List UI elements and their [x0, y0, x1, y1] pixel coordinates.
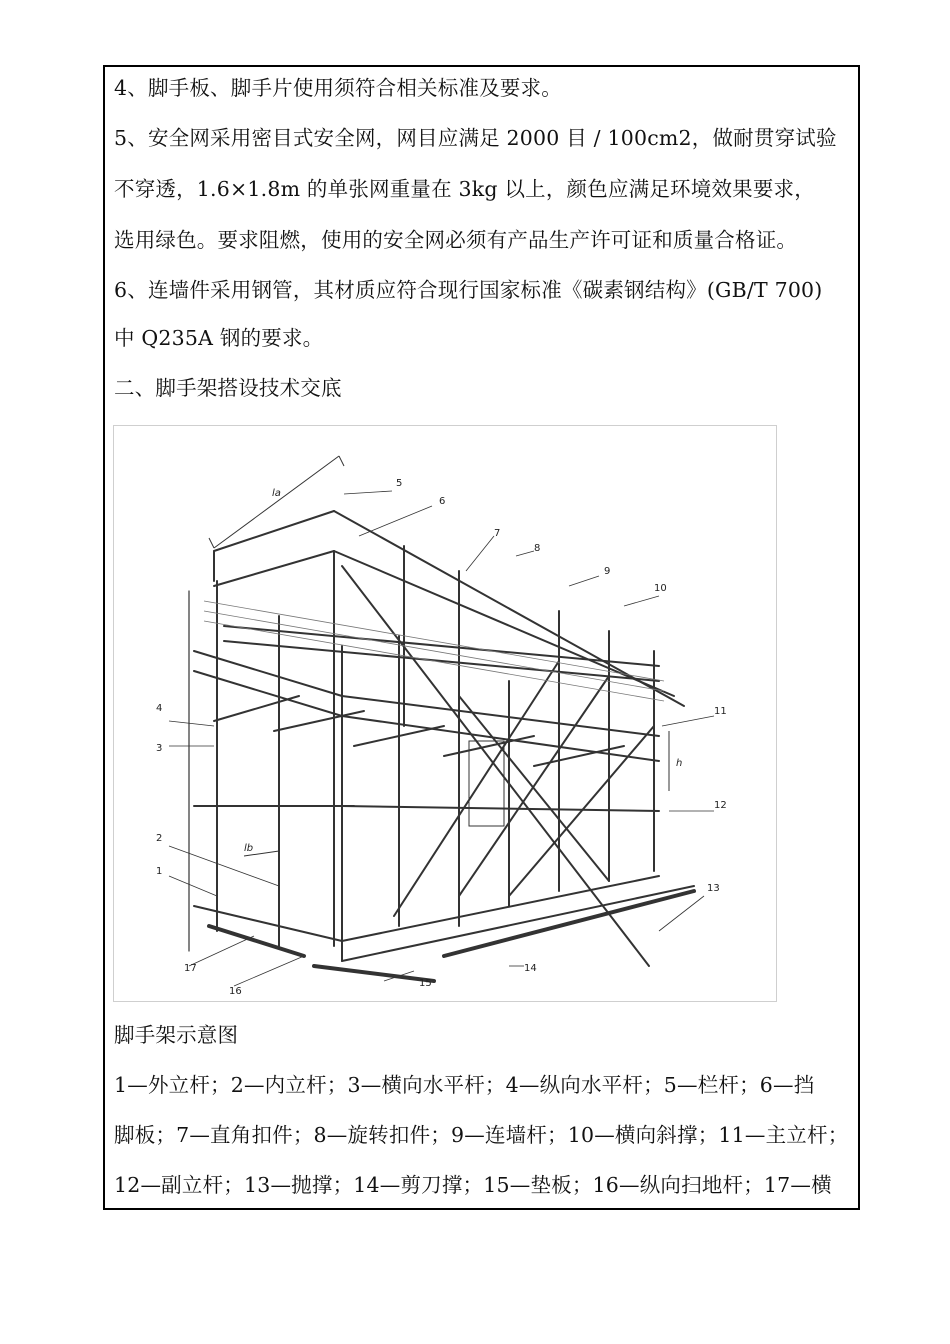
- callout-5: 5: [396, 478, 403, 489]
- callout-4: 4: [156, 703, 163, 714]
- callout-8: 8: [534, 543, 541, 554]
- dimension-lb: lb: [244, 843, 254, 854]
- scaffold-diagram: [113, 425, 777, 1002]
- paragraph-5-line-3: 选用绿色。要求阻燃，使用的安全网必须有产品生产许可证和质量合格证。: [114, 228, 798, 252]
- paragraph-4: 4、脚手板、脚手片使用须符合相关标准及要求。: [114, 76, 562, 100]
- callout-2: 2: [156, 833, 163, 844]
- callout-13: 13: [707, 883, 720, 894]
- callout-17: 17: [184, 963, 197, 974]
- callout-12: 12: [714, 800, 727, 811]
- legend-line-3: 12—副立杆；13—抛撑；14—剪刀撑；15—垫板；16—纵向扫地杆；17—横: [114, 1173, 832, 1197]
- paragraph-5-line-1: 5、安全网采用密目式安全网，网目应满足 2000 目 / 100cm2，做耐贯穿试验: [114, 126, 837, 150]
- figure-caption: 脚手架示意图: [114, 1023, 239, 1047]
- callout-7: 7: [494, 528, 501, 539]
- callout-1: 1: [156, 866, 163, 877]
- paragraph-6-line-2: 中 Q235A 钢的要求。: [114, 326, 324, 350]
- legend-line-1: 1—外立杆；2—内立杆；3—横向水平杆；4—纵向水平杆；5—栏杆；6—挡: [114, 1073, 815, 1097]
- callout-15: 15: [419, 978, 432, 989]
- callout-6: 6: [439, 496, 446, 507]
- paragraph-5-line-2: 不穿透，1.6×1.8m 的单张网重量在 3kg 以上，颜色应满足环境效果要求，: [114, 177, 815, 201]
- scaffold-drawing: [114, 426, 778, 1003]
- dimension-la: la: [272, 488, 281, 499]
- legend-line-2: 脚板；7—直角扣件；8—旋转扣件；9—连墙杆；10—横向斜撑；11—主立杆；: [114, 1123, 849, 1147]
- callout-3: 3: [156, 743, 163, 754]
- callout-10: 10: [654, 583, 667, 594]
- callout-11: 11: [714, 706, 727, 717]
- paragraph-6-line-1: 6、连墙件采用钢管，其材质应符合现行国家标准《碳素钢结构》(GB/T 700): [114, 278, 823, 302]
- section-heading: 二、脚手架搭设技术交底: [114, 376, 342, 400]
- callout-16: 16: [229, 986, 242, 997]
- callout-14: 14: [524, 963, 537, 974]
- callout-9: 9: [604, 566, 611, 577]
- dimension-h: h: [676, 758, 683, 769]
